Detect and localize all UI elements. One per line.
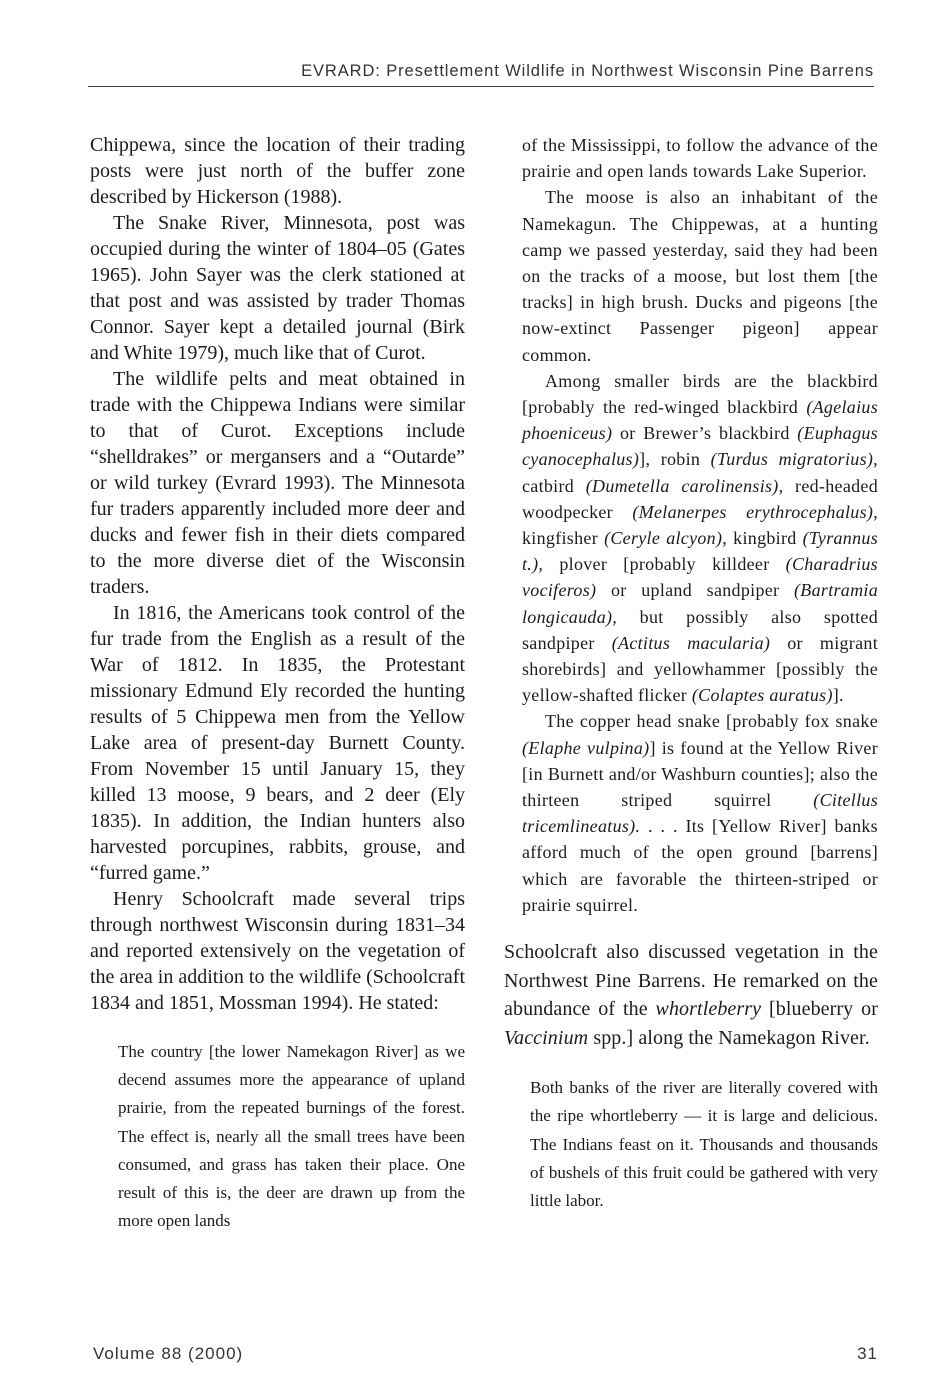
left-paragraph-2: The Snake River, Minnesota, post was occupied during the winter of 1804–05 (Gates 1965). John Sayer was the clerk stationed at that post and was assisted by trader Thomas Connor. Sayer kept a detailed journal (Birk and White 1979), much like that of Curot. — [90, 212, 465, 364]
text-run: The copper head snake [probably fox snake — [545, 711, 878, 732]
text-run: or upland sandpiper — [596, 580, 794, 601]
text-run: but possibly also spotted sandpiper — [522, 606, 878, 653]
text-run: catbird — [522, 475, 586, 496]
species-name: (Turdus migratorius), — [710, 449, 878, 470]
species-name: (Tyrannus t.), — [522, 528, 879, 575]
text-run: ], robin — [639, 449, 711, 470]
right-column — [504, 132, 879, 1215]
left-block-quote: The country [the lower Namekagon River] as we decend assumes more the appearance of upland prairie, from the repeated burnings of the forest. The effect is, nearly all the small trees have been consumed, and grass has taken their place. One result of this is, the deer are drawn up from the more open lands — [118, 1042, 465, 1231]
left-paragraph-1: Chippewa, since the location of their trading posts were just north of the buffer zone described by Hickerson (1988). — [90, 134, 465, 208]
text-run: . . . Its [Yellow River] banks afford much of the open ground [barrens] which are favorable the thirteen-striped or prairie squirrel. — [522, 816, 878, 915]
species-name: (Actitus macularia) — [611, 632, 771, 653]
left-column — [90, 132, 465, 1235]
emphasis: Vaccinium — [504, 1026, 589, 1049]
text-run: spp.] along the Namekagon River. — [588, 1026, 870, 1049]
page-number: 31 — [857, 1344, 878, 1363]
species-name: (Ceryle alcyon), — [604, 528, 728, 549]
species-name: (Agelaius phoeniceus) — [522, 397, 878, 444]
right-paragraph-2: The moose is also an inhabitant of the Namekagun. The Chippewas, at a hunting camp we passed yesterday, said they had been on the tracks of a moose, but lost them [the tracks] in high brush. Ducks and pigeons [the now-extinct Passenger pigeon] appear common. — [522, 187, 878, 365]
emphasis: whortleberry — [655, 998, 762, 1021]
species-name: (Citellus tricemlineatus). — [522, 790, 878, 837]
text-run: ]. — [832, 685, 844, 706]
text-run: Schoolcraft also discussed vegetation in the Northwest Pine Barrens. He remarked on the abundance of the — [504, 941, 878, 1021]
text-run: Among smaller birds are the blackbird [probably the red-winged blackbird — [522, 370, 878, 418]
text-run: plover [probably killdeer — [543, 554, 786, 575]
left-paragraph-4: In 1816, the Americans took control of the fur trade from the English as a result of the War of 1812. In 1835, the Protestant missionary Edmund Ely recorded the hunting results of 5 Chippewa men from the Yellow Lake area of present-day Burnett County. From November 15 until January 15, they killed 13 moose, 9 bears, and 2 deer (Ely 1835). In addition, the Indian hunters also harvested porcupines, rabbits, grouse, and “furred game.” — [90, 602, 465, 884]
header-rule — [88, 86, 874, 87]
left-paragraph-3: The wildlife pelts and meat obtained in trade with the Chippewa Indians were similar to that of Curot. Exceptions include “shelldrakes” or mergansers and a “Outarde” or wild turkey (Evrard 1993). The Minnesota fur traders apparently included more deer and ducks and fewer fish in their diets compared to the more diverse diet of the Wisconsin traders. — [90, 368, 465, 598]
right-paragraph-3-birds — [522, 368, 878, 709]
text-run: or migrant shorebirds] and yellowhammer [possibly the yellow-shafted flicker — [522, 632, 878, 706]
text-run: kingfisher — [522, 528, 605, 549]
species-name: (Dumetella carolinensis), — [585, 475, 784, 496]
right-paragraph-5 — [504, 938, 878, 1052]
text-run: ] is found at the Yellow River [in Burnett and/or Washburn counties]; also the thirteen striped squirrel — [522, 737, 879, 811]
species-name: (Elaphe vulpina) — [522, 737, 650, 758]
species-name: (Charadrius vociferos) — [522, 554, 878, 601]
species-name: (Melanerpes erythrocephalus), — [632, 501, 879, 522]
text-run: [blueberry or — [761, 998, 878, 1021]
text-run: red-headed woodpecker — [522, 475, 878, 522]
footer-volume: Volume 88 (2000) — [93, 1344, 244, 1363]
left-paragraph-5: Henry Schoolcraft made several trips through northwest Wisconsin during 1831–34 and reported extensively on the vegetation of the area in addition to the wildlife (Schoolcraft 1834 and 1851, Mossman 1994). He stated: — [90, 888, 465, 1014]
text-run: kingbird — [727, 528, 803, 549]
text-run: or Brewer’s blackbird — [612, 423, 798, 444]
right-paragraph-4-snake — [522, 708, 878, 918]
species-name: (Euphagus cyanocephalus) — [522, 423, 878, 470]
species-name: (Colaptes auratus) — [691, 685, 833, 706]
running-header: EVRARD: Presettlement Wildlife in Northwest Wisconsin Pine Barrens — [301, 62, 874, 80]
right-paragraph-1: of the Mississippi, to follow the advance of the prairie and open lands towards Lake Superior. — [522, 135, 878, 182]
right-block-quote: Both banks of the river are literally covered with the ripe whortleberry — it is large and delicious. The Indians feast on it. Thousands and thousands of bushels of this fruit could be gathered with very little labor. — [530, 1078, 878, 1210]
species-name: (Bartramia longicauda), — [522, 580, 878, 627]
